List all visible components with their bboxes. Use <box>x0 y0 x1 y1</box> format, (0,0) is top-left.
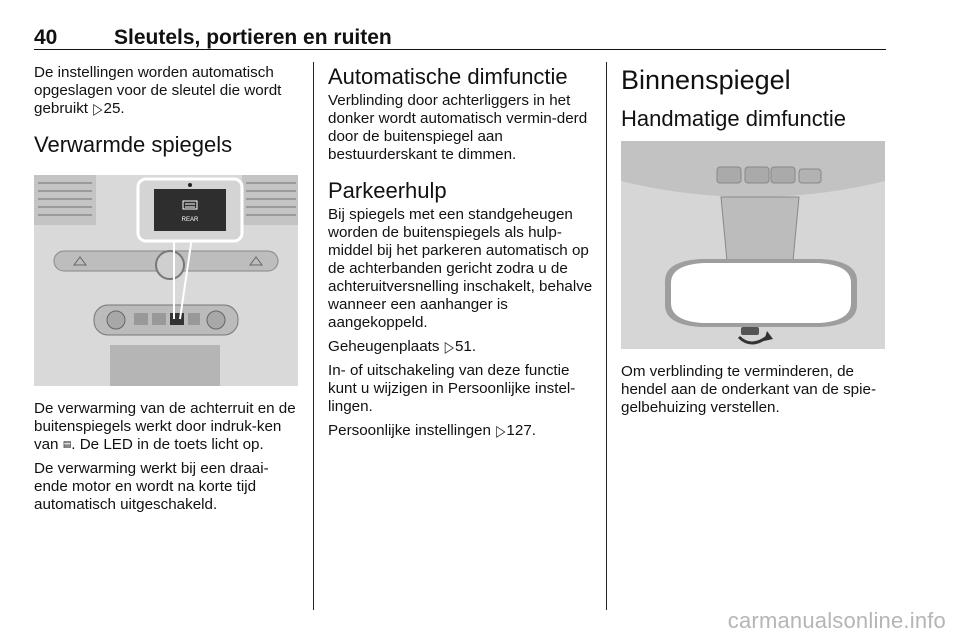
column-1-lower <box>34 400 302 520</box>
column-3 <box>621 64 889 132</box>
mirror-illustration <box>621 141 885 349</box>
settings-reference: Persoonlijke instellingen ▷127. <box>328 422 594 440</box>
page-reference[interactable]: 127. <box>506 422 536 439</box>
rear-button-label: REAR <box>181 217 199 223</box>
heating-paragraph: De verwarming van de achterruit en de buitenspiegels werkt door indruk-ken van ▤. De LED in de toets licht op. <box>34 400 296 453</box>
heating-duration-paragraph: De verwarming werkt bij een draai-ende motor en wordt na korte tijd automatisch uitgeschakeld. <box>34 460 269 513</box>
column-divider <box>606 62 607 610</box>
rear-window-heating-icon: ▤ <box>62 439 72 449</box>
section-heading: Automatische dimfunctie <box>328 64 568 89</box>
dimming-paragraph: Verblinding door achterliggers in het donker wordt automatisch vermin-derd door de buitenspiegel aan bestuurderskant te dimmen. <box>328 92 588 163</box>
page-ref-arrow-icon: ▷ <box>444 337 454 357</box>
column-1 <box>34 64 302 158</box>
section-heading: Verwarmde spiegels <box>34 132 233 157</box>
page-header <box>34 8 886 50</box>
watermark: carmanualsonline.info <box>727 608 946 633</box>
section-heading: Parkeerhulp <box>328 178 447 203</box>
page-reference[interactable]: 51. <box>454 338 477 355</box>
memory-reference: Geheugenplaats ▷51. <box>328 338 594 356</box>
intro-paragraph: De instellingen worden automatisch opgeslagen voor de sleutel die wordt gebruikt ▷25. <box>34 64 302 118</box>
manual-dimming-paragraph: Om verblinding te verminderen, de hendel aan de onderkant van de spie-gelbehuizing verstellen. <box>621 363 877 416</box>
column-3-lower <box>621 363 889 423</box>
settings-paragraph: In- of uitschakeling van deze functie kunt u wijzigen in Persoonlijke instel-lingen. <box>328 362 576 415</box>
heated-mirrors-figure <box>34 175 298 386</box>
page-number: 40 <box>34 26 58 49</box>
subsection-heading: Handmatige dimfunctie <box>621 106 847 131</box>
page-section-title: Binnenspiegel <box>621 65 791 95</box>
chapter-title: Sleutels, portieren en ruiten <box>114 26 392 49</box>
page-reference[interactable]: 25. <box>103 100 125 117</box>
column-2 <box>328 64 594 446</box>
interior-mirror-figure <box>621 141 885 349</box>
column-divider <box>313 62 314 610</box>
dashboard-illustration <box>34 175 298 386</box>
parking-aid-paragraph: Bij spiegels met een standgeheugen worden de buitenspiegels als hulp-middel bij het parkeren automatisch op de achterbanden gericht zodra u de achteruitversnelling inschakelt, behalve wanneer een aanhanger is aangekoppeld. <box>328 206 593 331</box>
page-ref-arrow-icon: ▷ <box>93 99 103 119</box>
page-ref-arrow-icon: ▷ <box>496 421 506 441</box>
